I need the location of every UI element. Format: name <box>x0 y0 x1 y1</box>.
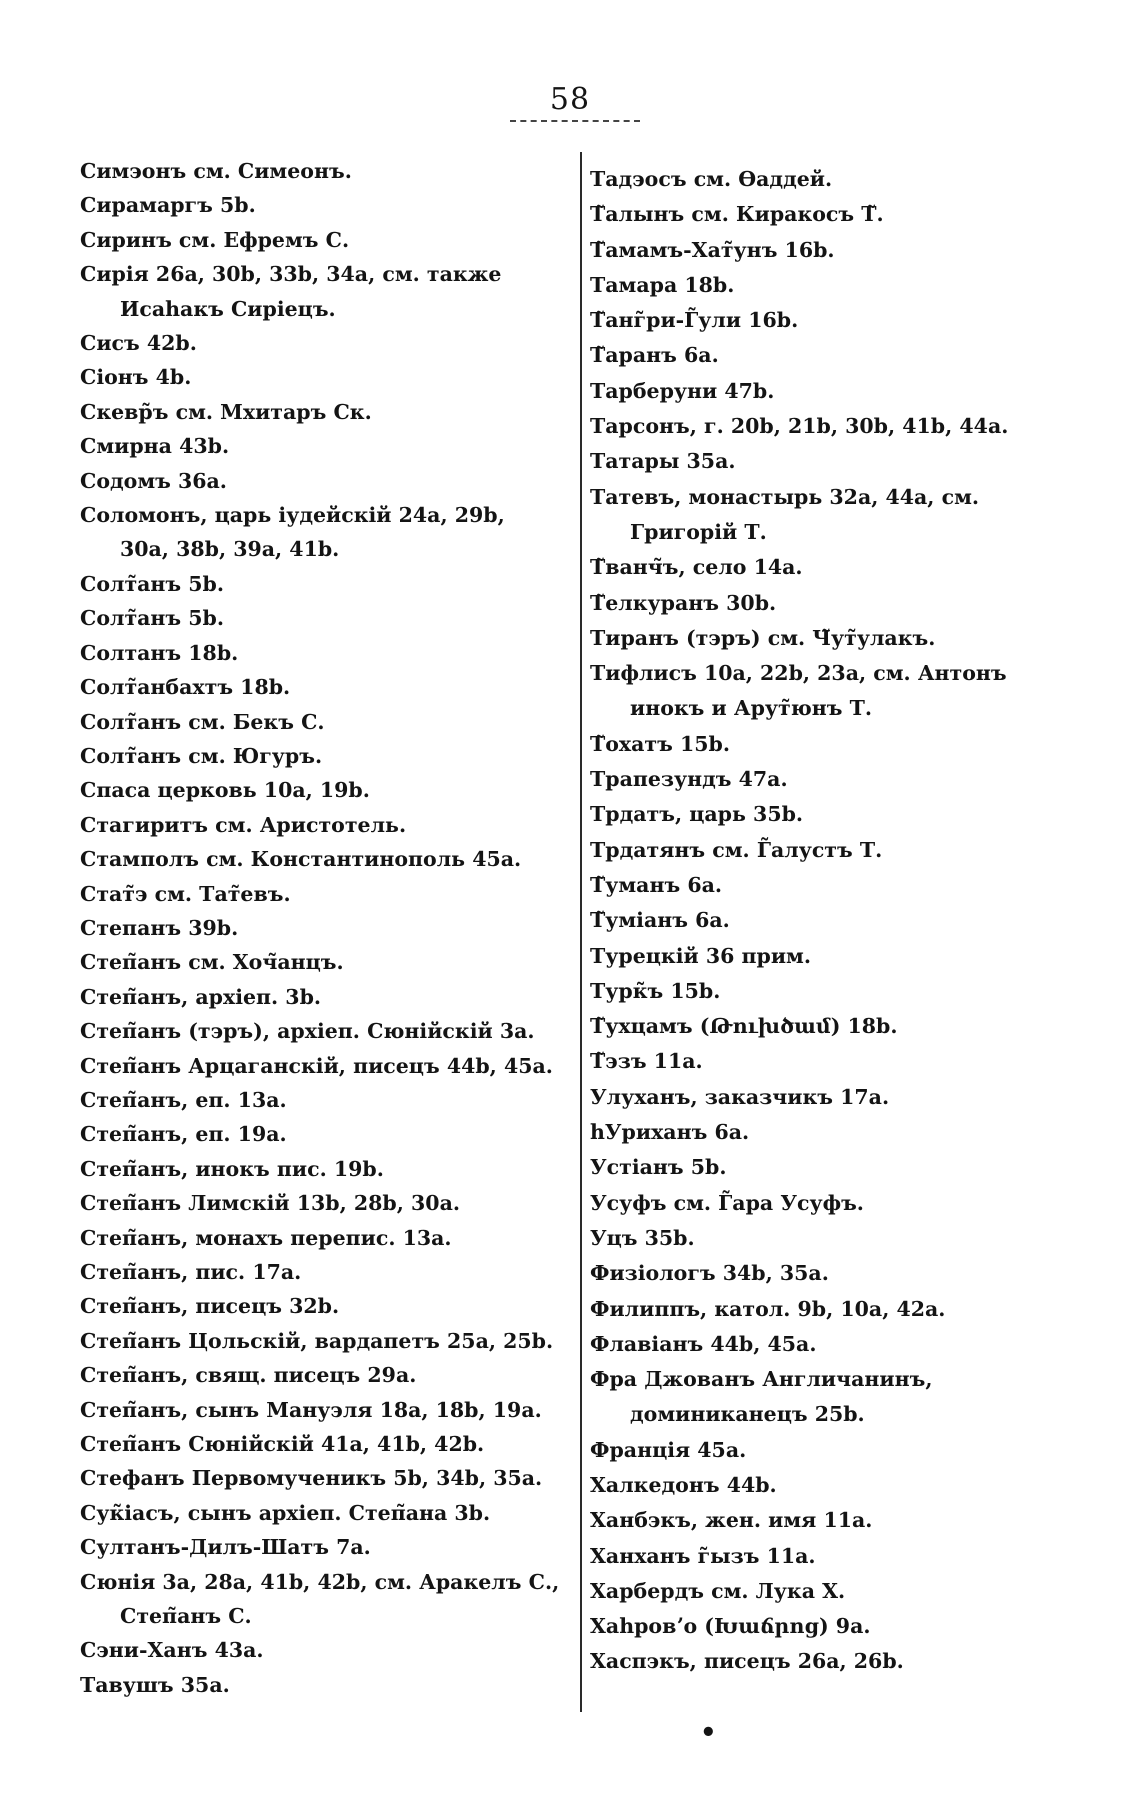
index-entry: Степ̃анъ, монахъ перепис. 13a. <box>80 1225 452 1250</box>
index-entry: һУриханъ 6a. <box>590 1120 750 1145</box>
index-entry: Турецкій 36 прим. <box>590 943 811 968</box>
index-entry: Степ̃анъ Лимскій 13b, 28b, 30a. <box>80 1191 460 1216</box>
index-entry: Тадэосъ см. Өаддей. <box>590 167 833 191</box>
index-entry: Степ̃анъ Сюнійскій 41a, 41b, 42b. <box>80 1432 485 1457</box>
index-entry: Улуханъ, заказчикъ 17a. <box>590 1084 890 1109</box>
index-entry: Сэни-Ханъ 43a. <box>80 1638 264 1663</box>
index-entry: Т̃охатъ 15b. <box>590 731 730 756</box>
index-entry: Трдатянъ см. Г̃алустъ Т. <box>590 837 883 862</box>
index-entry: Филиппъ, катол. 9b, 10a, 42a. <box>590 1296 946 1321</box>
index-entry: Солт̃анъ см. Бекъ С. <box>80 709 325 734</box>
index-entry: Физіологъ 34b, 35a. <box>590 1261 829 1286</box>
index-entry: Сирамаргъ 5b. <box>80 193 256 218</box>
index-entry: Халкедонъ 44b. <box>590 1472 777 1497</box>
index-entry: Т̃ванч̃ъ, село 14a. <box>590 555 803 580</box>
index-entry: Симэонъ см. Симеонъ. <box>80 159 352 183</box>
page-number: 58 <box>549 82 591 117</box>
index-entry: Хаспэкъ, писецъ 26a, 26b. <box>590 1649 904 1674</box>
index-entry: Т̃алынъ см. Киракосъ Т̃. <box>590 202 884 227</box>
index-entry: Степанъ 39b. <box>80 915 239 940</box>
index-entry: Т̃уманъ 6a. <box>590 872 723 897</box>
index-entry: Т̃эзъ 11a. <box>590 1049 703 1074</box>
index-entry: Татевъ, монастырь 32a, 44a, см. Григорій Т. <box>590 484 980 544</box>
index-entry: Устіанъ 5b. <box>590 1155 727 1180</box>
index-entry: Т̃елкуранъ 30b. <box>590 590 777 615</box>
index-entry: Содомъ 36a. <box>80 468 227 493</box>
index-entry: Степ̃анъ см. Хоч̃анцъ. <box>80 950 344 975</box>
index-entry: Солт̃анъ см. Югуръ. <box>80 743 323 768</box>
index-entry: Стефанъ Первомученикъ 5b, 34b, 35a. <box>80 1466 543 1491</box>
index-entry: Ханханъ г̃ызъ 11a. <box>590 1543 816 1568</box>
index-entry: Скевр̃ъ см. Мхитаръ Ск. <box>80 399 372 424</box>
index-entry: Т̃аранъ 6a. <box>590 343 719 368</box>
index-entry: Сюнія 3a, 28a, 41b, 42b, см. Аракелъ С., Степ̃анъ С. <box>80 1569 560 1629</box>
index-entry: Т̃анг̃ри-Г̃ули 16b. <box>590 308 799 333</box>
header-rule <box>510 120 640 122</box>
index-entry: Хаһровʼо (Խաճրոց) 9a. <box>590 1614 871 1639</box>
index-entry: Фра Джованъ Англичанинъ, доминиканецъ 25b. <box>590 1367 933 1427</box>
index-entry: Степ̃анъ (тэръ), архіеп. Сюнійскій 3a. <box>80 1019 535 1044</box>
index-entry: Тавушъ 35a. <box>80 1672 230 1697</box>
index-entry: Степ̃анъ, сынъ Мануэля 18a, 18b, 19a. <box>80 1397 542 1422</box>
index-entry: Сіонъ 4b. <box>80 365 192 390</box>
index-entry: Сиринъ см. Ефремъ С. <box>80 227 350 252</box>
column-divider <box>580 152 582 1712</box>
index-entry: Турк̃ъ 15b. <box>590 978 721 1003</box>
index-entry: Татары 35a. <box>590 449 736 474</box>
index-entry: Солт̃анбахтъ 18b. <box>80 675 291 700</box>
index-entry: Степ̃анъ Арцаганскій, писецъ 44b, 45a. <box>80 1053 553 1078</box>
index-entry: Стамполъ см. Константинополь 45a. <box>80 847 522 872</box>
index-entry: Сирія 26a, 30b, 33b, 34a, см. также Исаһакъ Сиріецъ. <box>80 262 502 321</box>
index-entry: Трдатъ, царь 35b. <box>590 802 804 827</box>
index-entry: Тарберуни 47b. <box>590 378 775 403</box>
index-entry: Смирна 43b. <box>80 434 230 459</box>
index-entry: Степ̃анъ, пис. 17a. <box>80 1260 302 1284</box>
index-entry: Степ̃анъ, архіеп. 3b. <box>80 984 322 1009</box>
index-entry: Степ̃анъ, еп. 13a. <box>80 1087 287 1112</box>
index-entry: Флавіанъ 44b, 45a. <box>590 1331 817 1356</box>
index-entry: Трапезундъ 47a. <box>590 767 788 792</box>
index-entry: Т̃уміанъ 6a. <box>590 908 730 933</box>
index-entry: Степ̃анъ Цольскій, вардапетъ 25a, 25b. <box>80 1328 554 1353</box>
index-entry: Стат̃э см. Тат̃евъ. <box>80 881 291 906</box>
index-entry: Султанъ-Дилъ-Шатъ 7a. <box>80 1535 371 1560</box>
index-entry: Франція 45a. <box>590 1437 747 1462</box>
index-entry: Сисъ 42b. <box>80 331 197 356</box>
footer-mark: • <box>700 1718 717 1748</box>
index-entry: Тиранъ (тэръ) см. Ч̃ут̃улакъ. <box>590 625 936 650</box>
index-entry: Сук̃іасъ, сынъ архіеп. Степ̃ана 3b. <box>80 1500 491 1525</box>
index-entry: Степ̃анъ, еп. 19a. <box>80 1122 287 1147</box>
index-entry: Солтанъ 18b. <box>80 640 239 665</box>
index-entry: Солт̃анъ 5b. <box>80 606 225 631</box>
index-entry: Тамара 18b. <box>590 272 735 297</box>
index-entry: Степ̃анъ, писецъ 32b. <box>80 1294 340 1319</box>
index-entry: Степ̃анъ, инокъ пис. 19b. <box>80 1156 384 1181</box>
index-entry: Уцъ 35b. <box>590 1225 695 1250</box>
index-entry: Спаса церковь 10a, 19b. <box>80 778 370 803</box>
index-entry: Ханбэкъ, жен. имя 11a. <box>590 1508 873 1533</box>
index-column-left <box>80 154 560 1702</box>
index-entry: Тифлисъ 10a, 22b, 23a, см. Антонъ инокъ и Арут̃юнъ Т. <box>590 661 1007 721</box>
index-entry: Стагиритъ см. Аристотель. <box>80 812 407 837</box>
index-entry: Т̃ухцамъ (Թուխծամ) 18b. <box>590 1014 898 1039</box>
index-entry: Усуфъ см. Г̃ара Усуфъ. <box>590 1190 864 1215</box>
index-entry: Т̃амамъ-Хат̃унъ 16b. <box>590 237 835 262</box>
index-column-right <box>590 162 1080 1680</box>
index-entry: Степ̃анъ, свящ. писецъ 29a. <box>80 1363 417 1388</box>
index-entry: Тарсонъ, г. 20b, 21b, 30b, 41b, 44a. <box>590 414 1009 439</box>
index-entry: Соломонъ, царь іудейскій 24a, 29b, 30a, 38b, 39a, 41b. <box>80 503 505 562</box>
index-entry: Солт̃анъ 5b. <box>80 571 225 596</box>
index-entry: Харбердъ см. Лука Х. <box>590 1578 846 1603</box>
